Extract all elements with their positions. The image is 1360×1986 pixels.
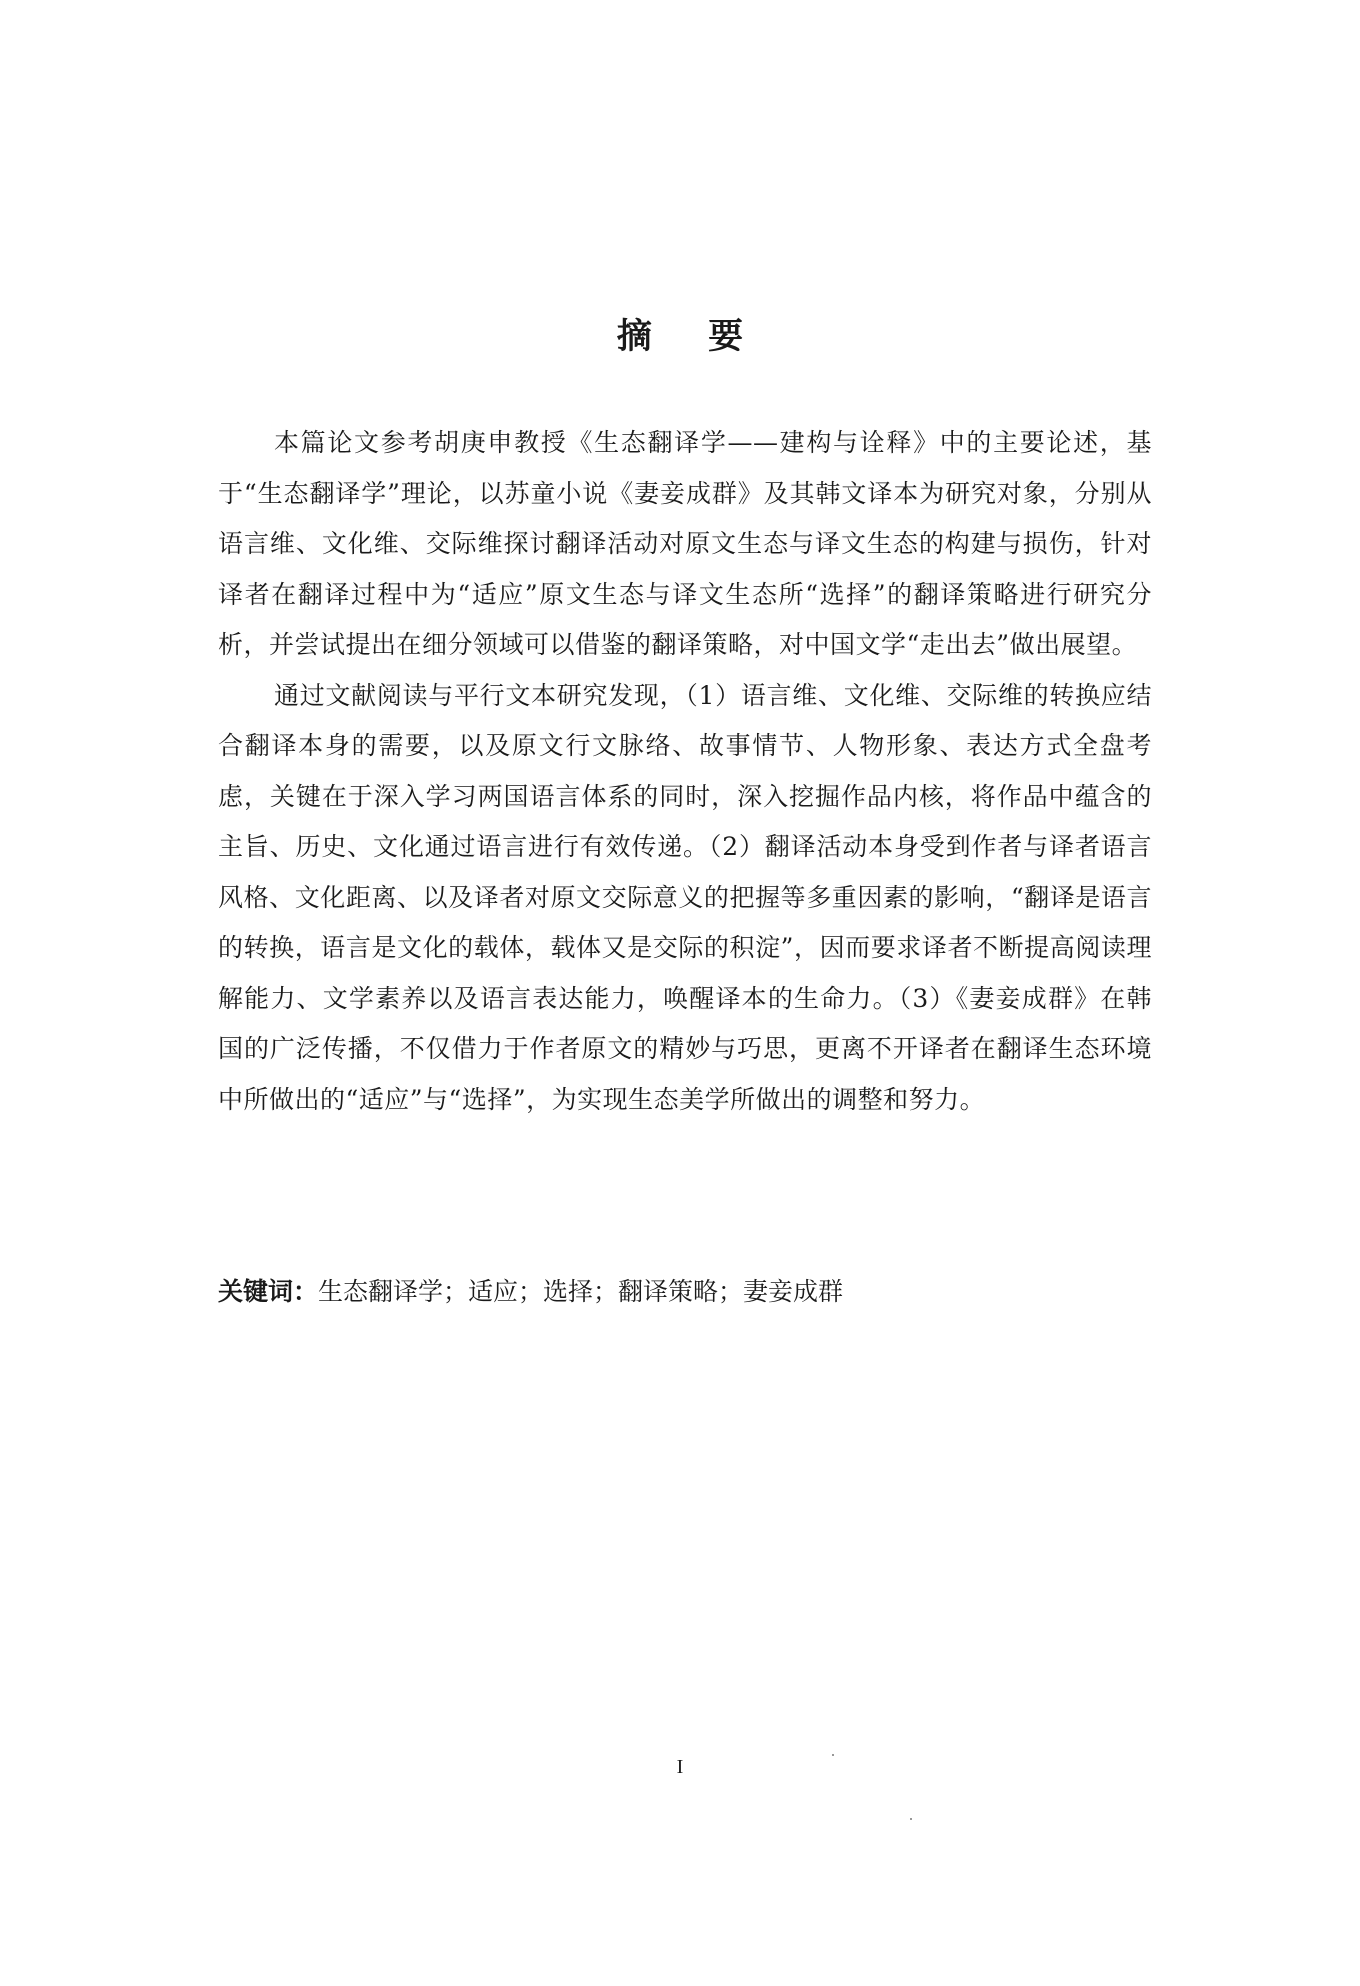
abstract-paragraph-2: 通过文献阅读与平行文本研究发现，（1）语言维、文化维、交际维的转换应结合翻译本身的需要，以及原文行文脉络、故事情节、人物形象、表达方式全盘考虑，关键在于深入学习两国语言体系的同时，深入挖掘作品内核，将作品中蕴含的主旨、历史、文化通过语言进行有效传递。（2）翻译活动本身受到作者与译者语言风格、文化距离、以及译者对原文交际意义的把握等多重因素的影响，“翻译是语言的转换，语言是文化的载体，载体又是交际的积淀”，因而要求译者不断提高阅读理解能力、文学素养以及语言表达能力，唤醒译本的生命力。（3）《妻妾成群》在韩国的广泛传播，不仅借力于作者原文的精妙与巧思，更离不开译者在翻译生态环境中所做出的“适应”与“选择”，为实现生态美学所做出的调整和努力。: [218, 680, 1152, 1114]
scan-speck: [832, 1754, 834, 1756]
page-number: I: [676, 1756, 684, 1778]
abstract-paragraph-1: 本篇论文参考胡庚申教授《生态翻译学——建构与诠释》中的主要论述，基于“生态翻译学”理论，以苏童小说《妻妾成群》及其韩文译本为研究对象，分别从语言维、文化维、交际维探讨翻译活动对原文生态与译文生态的构建与损伤，针对译者在翻译过程中为“适应”原文生态与译文生态所“选择”的翻译策略进行研究分析，并尝试提出在细分领域可以借鉴的翻译策略，对中国文学“走出去”做出展望。: [218, 428, 1152, 659]
scan-speck: [910, 1818, 912, 1820]
keywords-label: 关键词：: [218, 1277, 319, 1306]
abstract-title: 摘 要: [616, 317, 766, 357]
abstract-body: [218, 418, 1152, 1125]
keywords-list: 生态翻译学；适应；选择；翻译策略；妻妾成群: [318, 1277, 844, 1306]
keywords-line: [218, 1272, 1152, 1312]
